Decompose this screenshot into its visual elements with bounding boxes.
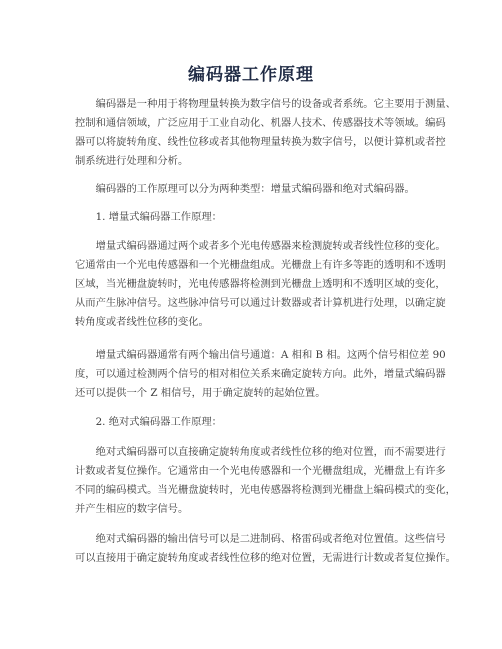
text-line: 绝对式编码器的输出信号可以是二进制码、格雷码或者绝对位置值。这些信号 — [75, 533, 446, 545]
paragraph-intro — [75, 95, 456, 171]
paragraph-absolute-output — [75, 530, 456, 568]
paragraph-incremental-channels — [75, 346, 446, 403]
section-heading-incremental — [75, 208, 435, 227]
paragraph-types — [75, 180, 435, 199]
section-heading-absolute — [75, 413, 435, 432]
text-line: 度，可以通过检测两个信号的相对相位关系来确定旋转方向。此外，增量式编码器 — [75, 368, 446, 380]
text-line: 不同的编码模式。当光栅盘旋转时，光电传感器将检测到光栅盘上编码模式的变化， — [75, 484, 456, 496]
text-line: 控制和通信领域，广泛应用于工业自动化、机器人技术、传感器技术等领域。编码 — [75, 117, 446, 129]
text-line: 转角度或者线性位移的变化。 — [75, 316, 209, 328]
text-line: 1. 增量式编码器工作原理： — [75, 211, 222, 223]
text-line: 增量式编码器通常有两个输出信号通道：A 相和 B 相。这两个信号相位差 90 — [75, 349, 446, 361]
text-line: 绝对式编码器可以直接确定旋转角度或者线性位移的绝对位置，而不需要进行 — [75, 446, 446, 458]
text-line: 器可以将旋转角度、线性位移或者其他物理量转换为数字信号，以便计算机或者控 — [75, 136, 446, 148]
document-title: 编码器工作原理 — [188, 65, 314, 85]
text-line: 编码器的工作原理可以分为两种类型：增量式编码器和绝对式编码器。 — [75, 183, 415, 195]
text-line: 计数或者复位操作。它通常由一个光电传感器和一个光栅盘组成，光栅盘上有许多 — [75, 465, 446, 477]
text-line: 2. 绝对式编码器工作原理： — [75, 416, 222, 428]
text-line: 从而产生脉冲信号。这些脉冲信号可以通过计数器或者计算机进行处理，以确定旋 — [75, 297, 446, 309]
text-line: 增量式编码器通过两个或者多个光电传感器来检测旋转或者线性位移的变化。 — [75, 240, 446, 252]
text-line: 并产生相应的数字信号。 — [75, 503, 189, 515]
text-line: 制系统进行处理和分析。 — [75, 155, 189, 167]
paragraph-incremental-principle — [75, 237, 446, 332]
text-line: 编码器是一种用于将物理量转换为数字信号的设备或者系统。它主要用于测量、 — [75, 98, 456, 110]
text-line: 区域，当光栅盘旋转时，光电传感器将检测到光栅盘上透明和不透明区域的变化， — [75, 278, 446, 290]
text-line: 它通常由一个光电传感器和一个光栅盘组成。光栅盘上有许多等距的透明和不透明 — [75, 259, 446, 271]
text-line: 还可以提供一个 Z 相信号，用于确定旋转的起始位置。 — [75, 387, 326, 399]
text-line: 可以直接用于确定旋转角度或者线性位移的绝对位置，无需进行计数或者复位操作。 — [75, 552, 456, 564]
paragraph-absolute-principle — [75, 443, 456, 519]
